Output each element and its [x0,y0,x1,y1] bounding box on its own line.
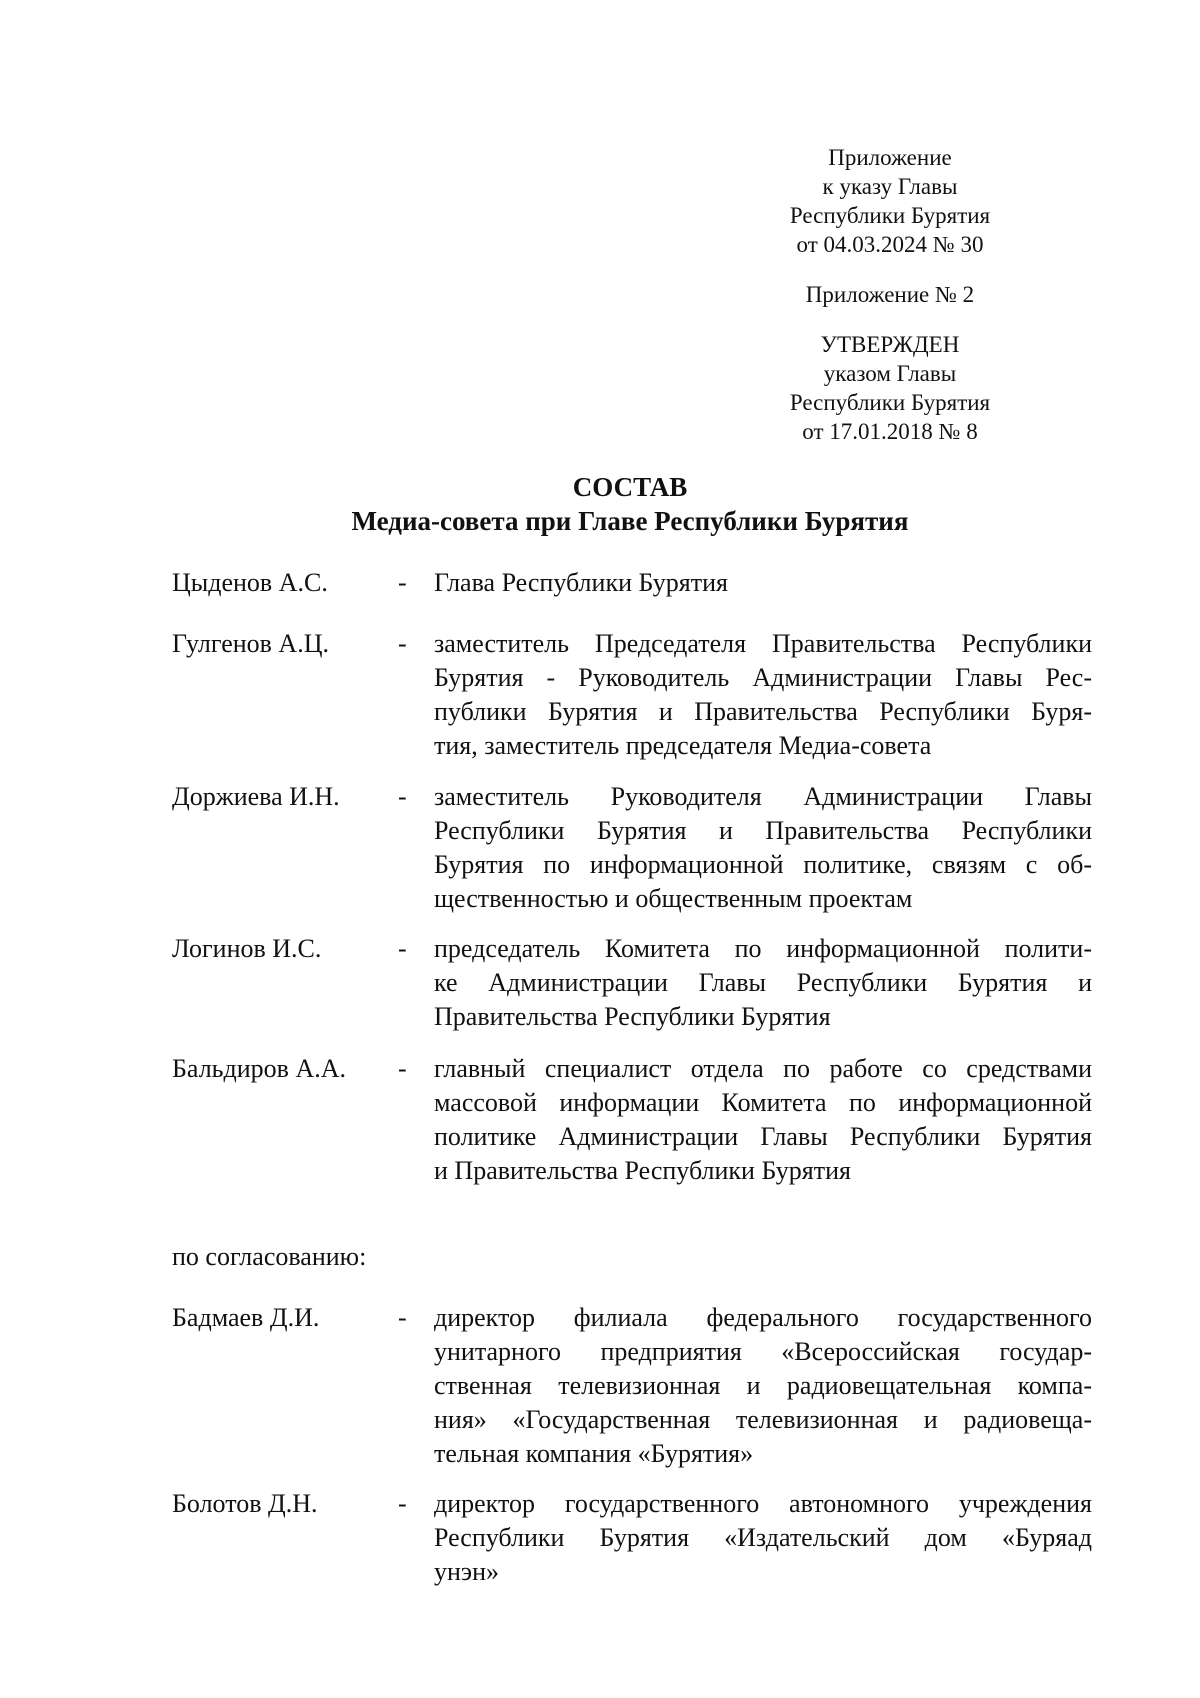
member-dash: - [398,629,407,658]
member-role [434,780,1092,916]
appendix-date-number: от 04.03.2024 № 30 [796,232,984,257]
appendix-number-text: Приложение № 2 [805,282,975,307]
approved-stamp [755,330,1025,446]
role-line: тельная компания «Бурятия» [434,1439,754,1468]
role-line: публики Бурятия и Правительства Республики Буря- [434,697,1092,726]
member-role [434,1052,1092,1188]
role-line: ке Администрации Главы Республики Бурятия и [434,968,1092,997]
member-role [434,1487,1092,1589]
document-title: СОСТАВ [572,472,688,502]
member-role [434,627,1092,763]
appendix-number [755,280,1025,309]
approved-date-number: от 17.01.2018 № 8 [802,419,978,444]
role-line: Глава Республики Бурятия [434,568,728,597]
member-dash: - [398,1303,407,1332]
member-name: Болотов Д.Н. [172,1489,318,1518]
role-line: тия, заместитель председателя Медиа-совета [434,731,932,760]
approved-line: УТВЕРЖДЕН [820,332,960,357]
role-line: председатель Комитета по информационной полити- [434,934,1092,963]
role-line: заместитель Руководителя Администрации Главы [434,782,1092,811]
member-name: Цыденов А.С. [172,568,328,597]
member-role [434,566,1092,600]
appendix-line: Приложение [828,145,952,170]
role-line: Бурятия по информационной политике, связям с об- [434,850,1092,879]
member-role [434,932,1092,1034]
document-subtitle: Медиа-совета при Главе Республики Бурятия [351,506,909,536]
role-line: директор государственного автономного учреждения [434,1489,1092,1518]
role-line: щественностью и общественным проектам [434,884,913,913]
role-line: политике Администрации Главы Республики Бурятия [434,1122,1092,1151]
role-line: унитарного предприятия «Всероссийская государ- [434,1337,1092,1366]
role-line: Правительства Республики Бурятия [434,1002,831,1031]
role-line: Бурятия - Руководитель Администрации Главы Рес- [434,663,1092,692]
role-line: ственная телевизионная и радиовещательная компа- [434,1371,1092,1400]
role-line: Республики Бурятия и Правительства Республики [434,816,1092,845]
member-dash: - [398,1054,407,1083]
appendix-header [755,143,1025,259]
member-name: Логинов И.С. [172,934,322,963]
member-name: Гулгенов А.Ц. [172,629,329,658]
role-line: главный специалист отдела по работе со средствами [434,1054,1092,1083]
approved-line: указом Главы [823,361,957,386]
member-name: Бадмаев Д.И. [172,1303,320,1332]
role-line: унэн» [434,1557,499,1586]
member-dash: - [398,568,407,597]
member-name: Бальдиров А.А. [172,1054,347,1083]
appendix-line: к указу Главы [822,174,958,199]
member-dash: - [398,782,407,811]
member-role [434,1301,1092,1471]
agreement-label: по согласованию: [172,1242,367,1271]
member-dash: - [398,934,407,963]
appendix-line: Республики Бурятия [789,203,991,228]
role-line: ния» «Государственная телевизионная и радиовеща- [434,1405,1092,1434]
member-name: Доржиева И.Н. [172,782,340,811]
role-line: заместитель Председателя Правительства Республики [434,629,1092,658]
member-dash: - [398,1489,407,1518]
role-line: и Правительства Республики Бурятия [434,1156,851,1185]
role-line: директор филиала федерального государственного [434,1303,1092,1332]
approved-line: Республики Бурятия [789,390,991,415]
role-line: Республики Бурятия «Издательский дом «Буряад [434,1523,1092,1552]
role-line: массовой информации Комитета по информационной [434,1088,1092,1117]
